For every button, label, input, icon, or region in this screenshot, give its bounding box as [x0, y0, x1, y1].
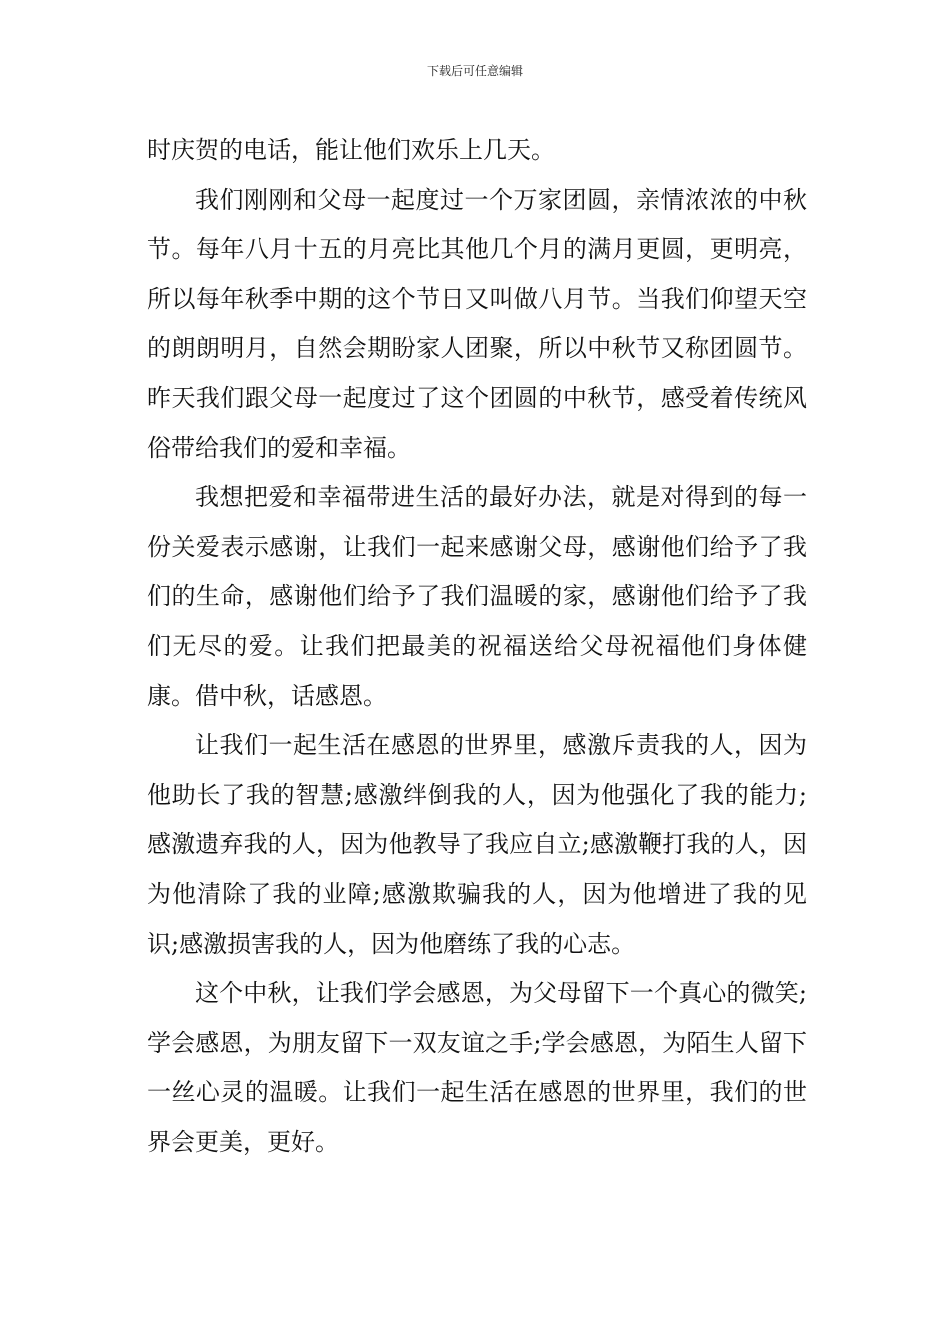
paragraph-continuation: 时庆贺的电话，能让他们欢乐上几天。	[147, 136, 555, 164]
page-header: 下载后可任意编辑	[426, 64, 523, 78]
document-body	[147, 126, 807, 1167]
paragraph: 我们刚刚和父母一起度过一个万家团圆，亲情浓浓的中秋节。每年八月十五的月亮比其他几个月的满月更圆，更明亮，所以每年秋季中期的这个节日又叫做八月节。当我们仰望天空的朗朗明月，自然会期盼家人团聚，所以中秋节又称团圆节。昨天我们跟父母一起度过了这个团圆的中秋节，感受着传统风俗带给我们的爱和幸福。	[147, 185, 807, 462]
paragraph: 我想把爱和幸福带进生活的最好办法，就是对得到的每一份关爱表示感谢，让我们一起来感谢父母，感谢他们给予了我们的生命，感谢他们给予了我们温暖的家，感谢他们给予了我们无尽的爱。让我们把最美的祝福送给父母祝福他们身体健康。借中秋，话感恩。	[147, 483, 807, 710]
paragraph: 让我们一起生活在感恩的世界里，感激斥责我的人，因为他助长了我的智慧;感激绊倒我的人，因为他强化了我的能力;感激遗弃我的人，因为他教导了我应自立;感激鞭打我的人，因为他清除了我的业障;感激欺骗我的人，因为他增进了我的见识;感激损害我的人，因为他磨练了我的心志。	[147, 731, 807, 958]
paragraph: 这个中秋，让我们学会感恩，为父母留下一个真心的微笑;学会感恩，为朋友留下一双友谊之手;学会感恩，为陌生人留下一丝心灵的温暖。让我们一起生活在感恩的世界里，我们的世界会更美，更好。	[147, 979, 807, 1156]
